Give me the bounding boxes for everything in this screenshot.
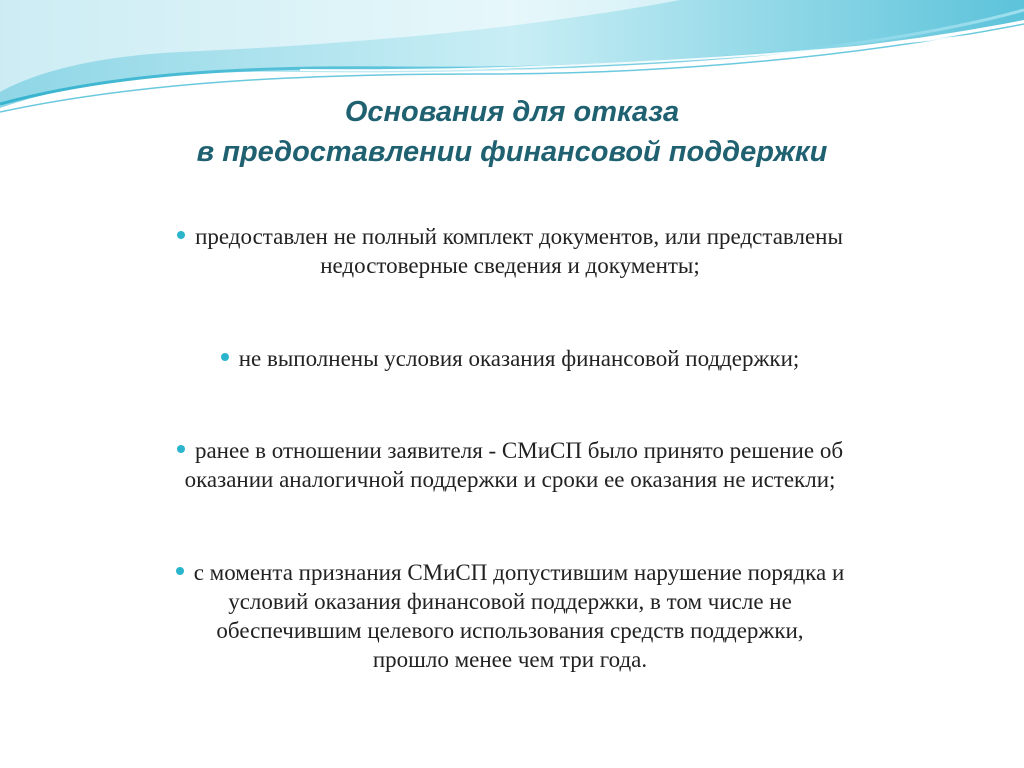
- bullet-item-2: [60, 344, 960, 373]
- slide-title: [0, 92, 1024, 172]
- bullet-text: прошло менее чем три года.: [372, 647, 648, 672]
- bullet-text: с момента признания СМиСП допустившим нарушение порядка и: [193, 560, 845, 585]
- bullet-text: не выполнены условия оказания финансовой поддержки;: [238, 346, 800, 371]
- slide-title-line-1: Основания для отказа: [344, 96, 680, 128]
- bullet-text: недостоверные сведения и документы;: [320, 253, 700, 278]
- bullet-dot-icon: [221, 353, 229, 361]
- slide-title-line-2: в предоставлении финансовой поддержки: [196, 136, 828, 168]
- bullet-text: ранее в отношении заявителя - СМиСП было принято решение об: [194, 438, 844, 463]
- bullet-item-1: [60, 222, 960, 280]
- bullet-text: условий оказания финансовой поддержки, в том числе не: [228, 589, 792, 614]
- bullet-item-3: [60, 436, 960, 494]
- bullet-dot-icon: [176, 567, 184, 575]
- bullet-text: обеспечившим целевого использования средств поддержки,: [216, 618, 804, 643]
- bullet-dot-icon: [177, 231, 185, 239]
- bullet-text: предоставлен не полный комплект документов, или представлены: [195, 224, 843, 249]
- bullet-item-4: [60, 558, 960, 674]
- bullet-dot-icon: [177, 445, 185, 453]
- bullet-text: оказании аналогичной поддержки и сроки ее оказания не истекли;: [184, 467, 836, 492]
